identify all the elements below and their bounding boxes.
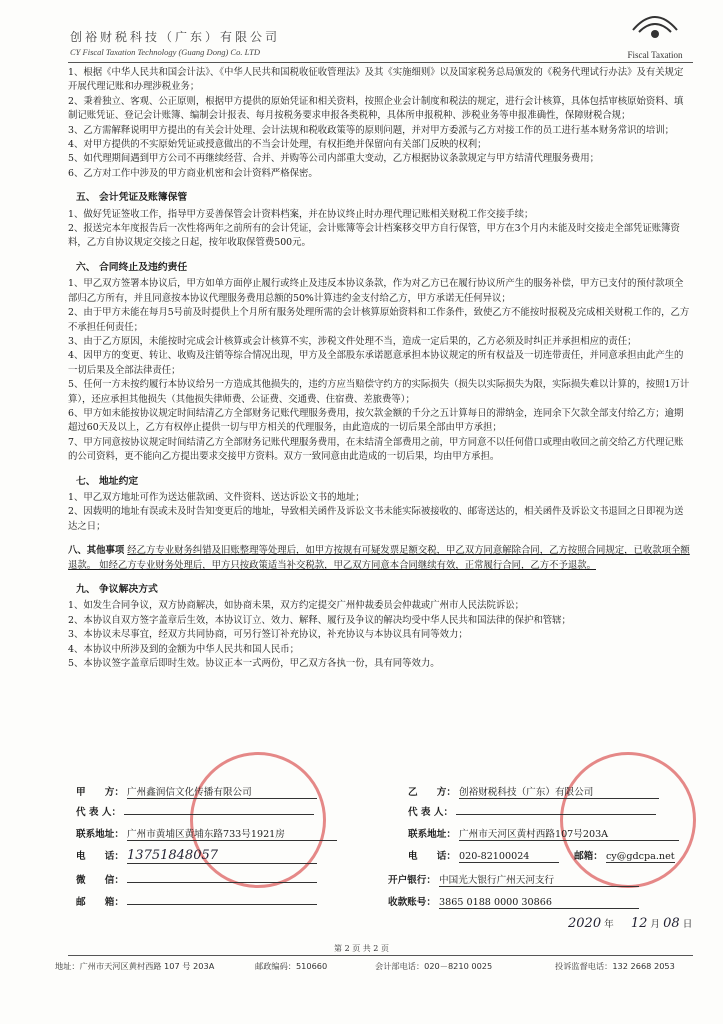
party-a-address: 广州市黄埔区黄埔东路733号1921房 <box>127 826 337 841</box>
party-b-address: 广州市天河区黄村西路107号203A <box>459 826 679 841</box>
contract-body <box>68 66 692 671</box>
letterhead <box>70 28 693 57</box>
footer-address: 地址：广州市天河区黄村西路 107 号 203A <box>55 961 215 971</box>
section-title: 八、其他事项 <box>68 545 125 557</box>
party-a-name: 广州鑫润信文化传播有限公司 <box>127 784 317 799</box>
clause-item: 5、本协议签字盖章后即时生效。协议正本一式两份，甲乙双方各执一份，具有同等效力。 <box>68 658 440 670</box>
party-b-rep <box>456 814 656 815</box>
clause-item: 5、如代理期间遇到甲方公司不再继续经营、合并、并购等公司内部重大变动，乙方根据协议条款规定与甲方结清代理服务费用； <box>68 153 599 165</box>
clause-item: 6、甲方如未能按协议规定时间结清乙方全部财务记账代理服务费用，按欠款金额的千分之五计算每日的滞纳金，连同余下欠款全部支付给乙方；逾期超过60天及以上，乙方有权停止提供一切与甲方相关的代理服务，由此造成的一切后果全部由甲方承担； <box>68 407 684 434</box>
clause-item: 4、对甲方提供的不实原始凭证或授意做出的不当会计处理，有权拒绝并保留向有关部门反映的权利； <box>68 139 487 151</box>
clause-item: 6、乙方对工作中涉及的甲方商业机密和会计资料严格保密。 <box>68 167 318 179</box>
page-number: 第 2 页 共 2 页 <box>334 944 389 953</box>
party-a-email <box>127 904 317 905</box>
party-a-tel-row: 电 话： 13751848057 <box>76 848 317 864</box>
other-matters <box>68 544 692 573</box>
footer-accounting-phone: 会计部电话：020－8210 0025 <box>375 961 493 971</box>
other-matters-text: 经乙方专业财务纠错及旧账整理等处理后，如甲方按规有可疑发票足额交税，甲乙双方同意解除合同，乙方按照合同规定，已收款项全额退款。 如经乙方专业财务处理后，甲方只按政策适当补交税款，甲乙双方同意本合同继续有效，正常履行合同，乙方不予退款。 <box>68 545 690 571</box>
company-name-cn: 创裕财税科技（广东）有限公司 <box>70 30 281 44</box>
clause-item: 1、如发生合同争议，双方协商解决，如协商未果，双方约定提交广州仲裁委员会仲裁或广州市人民法院诉讼； <box>68 600 524 612</box>
party-b-bank-row: 开户银行： 中国光大银行广州天河支行 <box>388 872 639 888</box>
clause-item: 2、由于甲方未能在每月5号前及时提供上个月所有服务处理所需的会计核算原始资料和工作条件，致使乙方不能按时报税及完成相关财税工作的，乙方不承担任何责任； <box>68 307 690 333</box>
clause-item: 2、报送完本年度报告后一次性将两年之前所有的会计凭证，会计账簿等会计档案移交甲方自行保管，甲方在3个月内未能及时交接走全部凭证账簿资料，乙方自协议规定交接之日起，按年收取保管费500元。 <box>68 223 680 249</box>
header-rule <box>68 62 693 63</box>
section-title: 五、 会计凭证及账簿保管 <box>76 192 188 204</box>
clause-item: 1、甲乙双方签署本协议后，甲方如单方面停止履行或终止及违反本协议条款，作为对乙方已在履行协议所产生的服务补偿，甲方已支付的预付款项全部归乙方所有，并且同意按本协议代理服务费用总额的50%计算违约金支付给乙方，甲方承诺无任何异议； <box>68 278 684 304</box>
party-b-rep-row: 代 表 人： <box>408 804 656 820</box>
clause-item: 1、做好凭证签收工作，指导甲方妥善保管会计资料档案，并在协议终止时办理代理记账相关财税工作交接手续； <box>68 208 534 220</box>
clause-item: 1、根据《中华人民共和国会计法》、《中华人民共和国税收征收管理法》及其《实施细则》以及国家税务总局颁发的《税务代理试行办法》及有关规定开展代理记账和办理涉税业务； <box>68 67 684 93</box>
clause-item: 3、由于乙方原因，未能按时完成会计核算或会计核算不实，涉税文件处理不当，造成一定后果的，乙方必须及时纠正并承担相应的责任； <box>68 335 637 347</box>
sign-date: 2020 年 12 月 08 日 <box>568 916 693 931</box>
party-a-wechat-row: 微 信： <box>76 872 317 888</box>
clause-item: 7、甲方同意按协议规定时间结清乙方全部财务记账代理服务费用，在未结清全部费用之前，甲方同意不以任何借口或理由收回之前交给乙方代理记账的公司资料，更不能向乙方提出要求交接甲方资料。双方一致同意由此造成的一切后果，均由甲方承担。 <box>68 436 684 463</box>
clause-item: 4、本协议中所涉及到的金额为中华人民共和国人民币； <box>68 643 299 655</box>
section-title: 七、 地址约定 <box>76 475 139 487</box>
clause-item: 2、本协议自双方签字盖章后生效，本协议订立、效力、解释、履行及争议的解决均受中华人民共和国法律的保护和管辖； <box>68 614 571 626</box>
party-b-seal <box>560 752 696 888</box>
clause-item: 2、因载明的地址有误或未及时告知变更后的地址，导致相关函件及诉讼文书未能实际被接收的、邮寄送达的，相关函件及诉讼文书退回之日即视为送达之日； <box>68 506 684 532</box>
party-b-phone: 020-82100024 <box>459 851 559 863</box>
company-logo <box>615 10 695 64</box>
clause-item: 2、秉着独立、客观、公正原则，根据甲方提供的原始凭证和相关资料，按照企业会计制度和税法的规定，进行会计核算，具体包括审核原始资料、填制记账凭证、登记会计账簿、编制会计报表、每月按税务要求申报各类税种，具体所申报税种、涉税业务等申报准确性，保障财税合规； <box>68 95 684 122</box>
party-b-account: 3865 0188 0000 30866 <box>439 897 639 909</box>
clause-item: 3、乙方需解释说明甲方提出的有关会计处理、会计法规和税收政策等的原则问题，并对甲方委派与乙方对接工作的员工进行基本财务常识的培训； <box>68 124 674 136</box>
party-b-email: cy@gdcpa.net <box>605 851 675 862</box>
clause-item: 1、甲乙双方地址可作为送达催款函、文件资料、送达诉讼文书的地址； <box>68 491 365 503</box>
party-b-bank: 中国光大银行广州天河支行 <box>439 872 639 887</box>
logo-text: Fiscal Taxation <box>627 50 683 60</box>
party-a-rep <box>124 814 314 815</box>
clause-item: 3、本协议未尽事宜，经双方共同协商，可另行签订补充协议，补充协议与本协议具有同等效力； <box>68 629 468 641</box>
party-b-account-row: 收款账号： 3865 0188 0000 30866 <box>388 894 639 910</box>
footer-rule <box>68 955 693 956</box>
clause-item: 4、因甲方的变更、转让、收购及注销等综合情况出现，甲方及全部股东承诺愿意承担本协议规定的所有权益及一切连带责任，并同意承担由此产生的一切后果及全部法律责任； <box>68 350 684 376</box>
party-a-addr-row: 联系地址： 广州市黄埔区黄埔东路733号1921房 <box>76 826 337 842</box>
party-b-tel-row: 电 话： 020-82100024 邮箱： cy@gdcpa.net <box>408 851 675 862</box>
party-a-seal <box>190 752 326 888</box>
footer-complaint-phone: 投诉监督电话：132 2668 2053 <box>555 961 675 971</box>
party-a-wechat <box>127 882 317 883</box>
clause-item: 5、任何一方未按约履行本协议给另一方造成其他损失的，违约方应当赔偿守约方的实际损失（损失以实际损失为限，实际损失难以计算的，按照1万计算），还应承担其他损失（其他损失律师费、公证费、交通费、住宿费、差旅费等）； <box>68 379 690 405</box>
footer-postcode: 邮政编码：510660 <box>255 961 328 971</box>
party-a-email-row: 邮 箱： <box>76 894 317 910</box>
company-name-en: CY Fiscal Taxation Technology (Guang Dong) Co. LTD <box>70 47 260 57</box>
party-b-name: 创裕财税科技（广东）有限公司 <box>459 784 659 799</box>
party-a-name-row: 甲 方： 广州鑫润信文化传播有限公司 <box>76 784 317 800</box>
section-title: 六、 合同终止及违约责任 <box>76 261 188 273</box>
party-a-rep-row: 代 表 人： <box>76 804 314 820</box>
party-a-phone: 13751848057 <box>127 848 317 864</box>
party-b-addr-row: 联系地址： 广州市天河区黄村西路107号203A <box>408 826 679 842</box>
party-b-name-row: 乙 方： 创裕财税科技（广东）有限公司 <box>408 784 659 800</box>
logo-icon <box>625 10 685 44</box>
section-title: 九、 争议解决方式 <box>76 584 158 595</box>
